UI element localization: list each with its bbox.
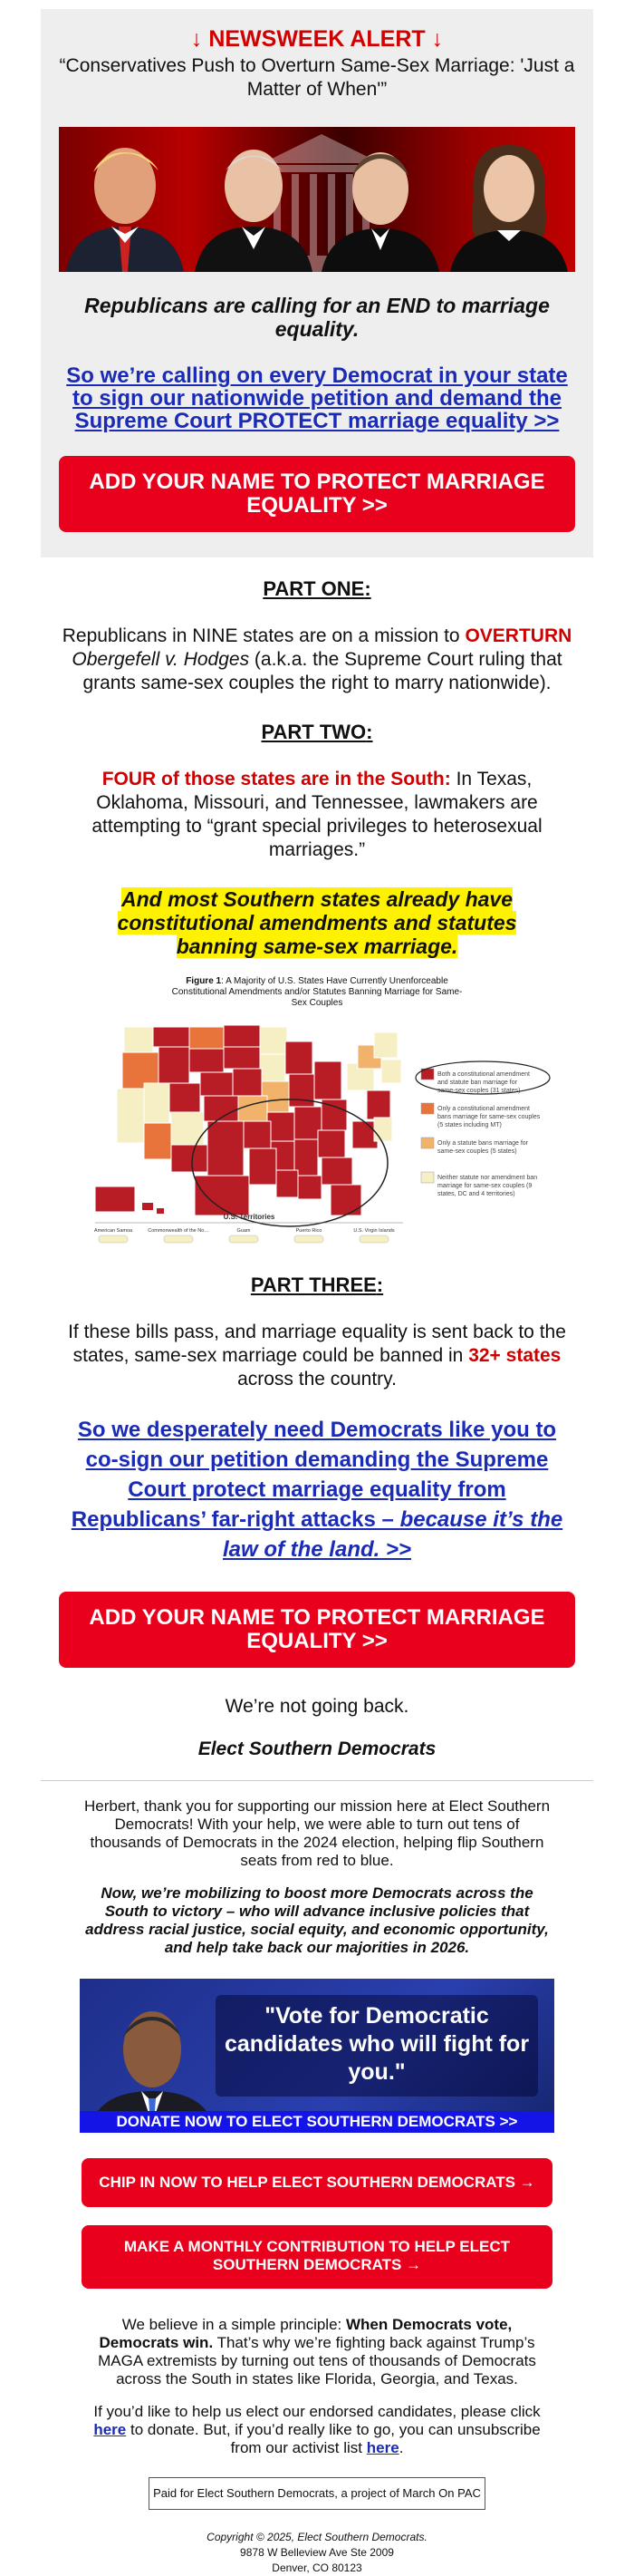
state-block: [224, 1025, 260, 1047]
state-block: [331, 1185, 361, 1215]
state-block: [189, 1027, 224, 1049]
alaska-block: [95, 1186, 135, 1212]
person-2-icon: [195, 136, 312, 272]
footer-divider: [41, 1780, 593, 1781]
territory-name: Guam: [236, 1228, 251, 1234]
state-block: [322, 1157, 352, 1185]
territory-name: Puerto Rico: [295, 1228, 322, 1234]
state-block: [381, 1060, 401, 1083]
state-block: [171, 1145, 207, 1172]
state-block: [144, 1123, 171, 1159]
part-three-section: [41, 1273, 593, 1760]
state-block: [224, 1047, 260, 1069]
state-block: [298, 1176, 322, 1199]
territory-shape: [360, 1235, 389, 1243]
banner-donate-cta: DONATE NOW TO ELECT SOUTHERN DEMOCRATS >>: [80, 2111, 554, 2133]
legend-label: Both a constitutional amendment and statute ban marriage for same-sex couples (31 states): [437, 1071, 530, 1094]
state-block: [144, 1083, 169, 1123]
state-block: [314, 1061, 341, 1099]
part-two-title: PART TWO:: [261, 721, 373, 743]
state-block: [233, 1069, 262, 1096]
state-block: [158, 1047, 189, 1083]
co-sign-petition-link[interactable]: So we desperately need Democrats like you to co-sign our petition demanding the Supreme Court protect marriage equality from Republicans’ far-right attacks – because it’s the law of the land. >>: [71, 1418, 563, 1562]
state-block: [189, 1049, 224, 1072]
territory-name: U.S. Virgin Islands: [353, 1228, 395, 1234]
principle-text: We believe in a simple principle: When Democrats vote, Democrats win. That’s why we’re fighting back against Trump’s MAGA extremists by turning out tens of thousands of Democrats across the South in states like Florida, Georgia, and Texas.: [98, 2316, 536, 2387]
territory-shape: [294, 1235, 323, 1243]
signature-text: Elect Southern Democrats: [197, 1738, 437, 1759]
state-block: [249, 1148, 276, 1185]
footer-address: [41, 2530, 593, 2576]
thank-you-text: Herbert, thank you for supporting our mission here at Elect Southern Democrats! With your help, we were able to turn out tens of thousands of Democrats in the 2024 election, helping flip Southern seats from red to blue.: [83, 1797, 551, 1869]
state-block: [285, 1041, 312, 1074]
chip-in-button[interactable]: CHIP IN NOW TO HELP ELECT SOUTHERN DEMOCRATS →: [82, 2158, 552, 2207]
legend-label: Only a statute bans marriage for same-sex couples (5 states): [437, 1140, 528, 1155]
email-body: [41, 9, 593, 2576]
add-name-button-top[interactable]: ADD YOUR NAME TO PROTECT MARRIAGE EQUALITY >>: [59, 456, 575, 532]
justices-photo[interactable]: [59, 127, 575, 272]
person-1-icon: [66, 136, 184, 272]
territory-shape: [164, 1235, 193, 1243]
hawaii-block: [142, 1203, 153, 1210]
part-one-section: [41, 577, 593, 695]
part-one-text: Republicans in NINE states are on a mission to OVERTURN Obergefell v. Hodges (a.k.a. the Supreme Court ruling that grants same-sex couples the right to marry nationwide).: [62, 625, 572, 693]
add-name-button-bottom[interactable]: ADD YOUR NAME TO PROTECT MARRIAGE EQUALITY >>: [59, 1592, 575, 1668]
state-block: [374, 1032, 398, 1058]
territory-shape: [229, 1235, 258, 1243]
person-3-icon: [322, 136, 439, 272]
copyright-text: Copyright © 2025, Elect Southern Democrats.: [207, 2531, 427, 2543]
banner-quote: "Vote for Democratic candidates who will fight for you.": [224, 2003, 530, 2085]
state-block: [289, 1074, 314, 1107]
donate-here-link[interactable]: here: [93, 2421, 127, 2438]
legend-swatch: [421, 1172, 434, 1183]
map-title: Figure 1: A Majority of U.S. States Have Currently Unenforceable Constitutional Amendments and/or Statutes Banning Marriage for Same-Sex Couples: [171, 976, 463, 1008]
legend-label: Only a constitutional amendment bans marriage for same-sex couples (5 states including MT): [437, 1106, 541, 1128]
paid-for-disclaimer: Paid for Elect Southern Democrats, a project of March On PAC: [149, 2477, 485, 2510]
state-block: [124, 1027, 153, 1052]
address-line-1: 9878 W Belleview Ave Ste 2009: [240, 2546, 394, 2559]
alert-heading: ↓ NEWSWEEK ALERT ↓: [190, 26, 444, 52]
donate-banner[interactable]: [80, 1979, 554, 2133]
state-block: [117, 1089, 144, 1143]
state-block: [200, 1072, 233, 1096]
same-sex-marriage-ban-map[interactable]: [59, 976, 575, 1239]
article-headline: “Conservatives Push to Overturn Same-Sex Marriage: 'Just a Matter of When'”: [59, 55, 575, 100]
footer-section: [41, 1797, 593, 1957]
legend-label: Neither statute nor amendment ban marriage for same-sex couples (9 states, DC and 4 territories): [437, 1175, 538, 1197]
state-block: [260, 1054, 285, 1081]
state-block: [207, 1121, 244, 1176]
unsubscribe-here-link[interactable]: here: [366, 2439, 399, 2456]
end-marriage-equality-callout: Republicans are calling for an END to marriage equality.: [84, 294, 550, 341]
legend-swatch: [421, 1138, 434, 1148]
legend-swatch: [421, 1103, 434, 1114]
state-block: [153, 1027, 189, 1047]
territory-name: Commonwealth of the No…: [148, 1228, 209, 1234]
state-block: [244, 1121, 271, 1148]
state-block: [238, 1096, 267, 1121]
petition-link[interactable]: So we’re calling on every Democrat in your state to sign our nationwide petition and demand the Supreme Court PROTECT marriage equality >>: [66, 363, 568, 433]
address-line-2: Denver, CO 80123: [272, 2561, 362, 2574]
footer-text-block: [41, 2316, 593, 2457]
territory-name: American Samoa: [93, 1228, 133, 1234]
southern-states-highlight: And most Southern states already have constitutional amendments and statutes banning same-sex marriage.: [117, 887, 517, 958]
part-one-title: PART ONE:: [263, 577, 371, 600]
state-block: [276, 1170, 298, 1197]
mobilizing-text: Now, we’re mobilizing to boost more Democrats across the South to victory – who will advance inclusive policies that address racial justice, social equity, and economic opportunity, and help take back our majorities in 2026.: [85, 1884, 549, 1956]
not-going-back-text: We’re not going back.: [225, 1696, 409, 1717]
state-block: [195, 1176, 249, 1215]
state-block: [169, 1083, 200, 1112]
part-three-text: If these bills pass, and marriage equality is sent back to the states, same-sex marriage could be banned in 32+ states across the country.: [68, 1322, 566, 1390]
hawaii-block: [157, 1208, 164, 1214]
state-block: [318, 1130, 345, 1157]
territory-shape: [99, 1235, 128, 1243]
state-block: [260, 1027, 287, 1054]
part-two-section: [41, 721, 593, 958]
state-block: [374, 1118, 392, 1141]
state-block: [367, 1090, 390, 1119]
part-two-text: FOUR of those states are in the South: In Texas, Oklahoma, Missouri, and Tennessee, lawmakers are attempting to “grant special privileges to heterosexual marriages.”: [91, 769, 543, 860]
donate-unsubscribe-text: If you’d like to help us elect our endorsed candidates, please click here to donate. But, if you’d really like to go, you can unsubscribe from our activist list here.: [93, 2403, 541, 2456]
hero-section: [41, 9, 593, 557]
part-three-title: PART THREE:: [250, 1273, 384, 1296]
person-4-icon: [450, 136, 568, 272]
us-map-graphic: [59, 1009, 575, 1246]
territories-label: U.S. Territories: [223, 1213, 275, 1221]
monthly-contribution-button[interactable]: MAKE A MONTHLY CONTRIBUTION TO HELP ELECT SOUTHERN DEMOCRATS →: [82, 2225, 552, 2289]
